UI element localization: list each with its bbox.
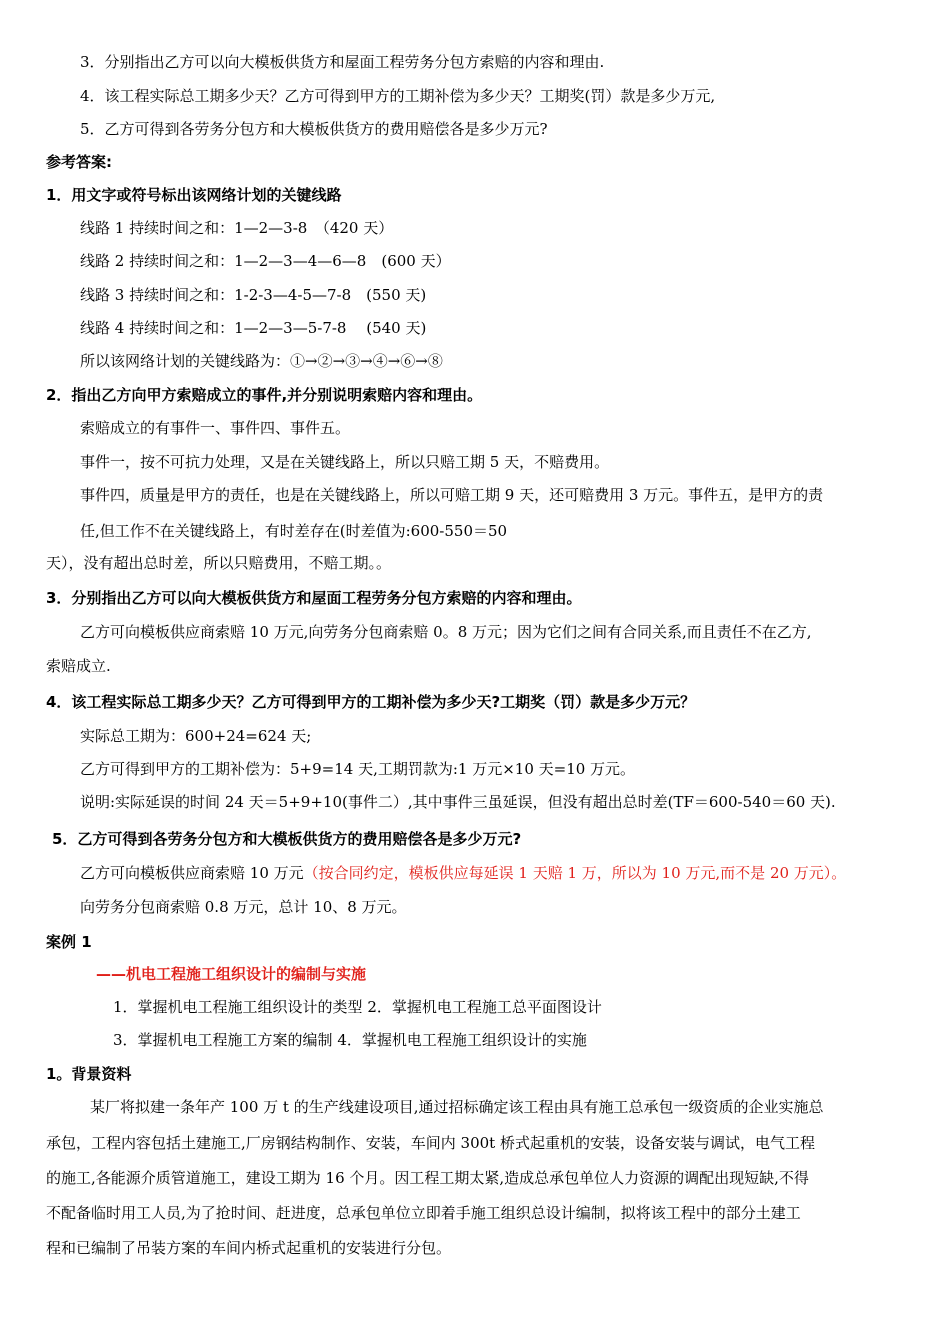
learning-objectives: 3．掌握机电工程施工方案的编制 4．掌握机电工程施工组织设计的实施 xyxy=(113,1031,587,1049)
answer-5-note: （按合同约定，模板供应每延误 1 天赔 1 万，所以为 10 万元,而不是 20 万元）。 xyxy=(303,864,847,882)
answer-2-line: 事件四，质量是甲方的责任，也是在关键线路上，所以可赔工期 9 天，还可赔费用 3 万元。事件五，是甲方的责 xyxy=(80,486,824,504)
answer-4-line: 说明:实际延误的时间 24 天＝5+9+10(事件二）,其中事件三虽延误，但没有超出总时差(TF＝600-540＝60 天). xyxy=(80,793,836,811)
case-title: 案例 1 xyxy=(46,933,92,951)
background-paragraph-line: 不配备临时用工人员,为了抢时间、赶进度，总承包单位立即着手施工组织总设计编制，拟将该工程中的部分土建工 xyxy=(46,1204,801,1222)
answer-2-line: 索赔成立的有事件一、事件四、事件五。 xyxy=(80,419,351,437)
background-paragraph-line: 某厂将拟建一条年产 100 万 t 的生产线建设项目,通过招标确定该工程由具有施工总承包一级资质的企业实施总 xyxy=(90,1098,824,1116)
answer-1-conclusion: 所以该网络计划的关键线路为：①→②→③→④→⑥→⑧ xyxy=(80,352,443,370)
answer-5-amount: 乙方可向模板供应商索赔 10 万元 xyxy=(80,864,304,882)
answer-1-line: 线路 1 持续时间之和：1—2—3-8 （420 天） xyxy=(80,219,394,237)
answer-2-line: 事件一，按不可抗力处理，又是在关键线路上，所以只赔工期 5 天，不赔费用。 xyxy=(80,453,610,471)
answers-heading: 参考答案: xyxy=(46,153,112,171)
answer-1-line: 线路 4 持续时间之和：1—2—3—5-7-8 (540 天) xyxy=(80,319,427,337)
answer-3-line: 索赔成立. xyxy=(46,657,111,675)
answer-2-heading: 2．指出乙方向甲方索赔成立的事件,并分别说明索赔内容和理由。 xyxy=(46,386,483,404)
answer-3-heading: 3．分别指出乙方可以向大模板供货方和屋面工程劳务分包方索赔的内容和理由。 xyxy=(46,589,582,607)
background-paragraph-line: 承包，工程内容包括土建施工,厂房钢结构制作、安装，车间内 300t 桥式起重机的安装，设备安装与调试，电气工程 xyxy=(46,1134,815,1152)
question-5: 5．乙方可得到各劳务分包方和大模板供货方的费用赔偿各是多少万元? xyxy=(80,120,548,138)
background-heading: 1。背景资料 xyxy=(46,1065,132,1083)
case-subtitle: ——机电工程施工组织设计的编制与实施 xyxy=(96,965,367,983)
answer-1-heading: 1．用文字或符号标出该网络计划的关键线路 xyxy=(46,186,342,204)
background-paragraph-line: 的施工,各能源介质管道施工，建设工期为 16 个月。因工程工期太紧,造成总承包单位人力资源的调配出现短缺,不得 xyxy=(46,1169,809,1187)
answer-2-line: 任,但工作不在关键线路上，有时差存在(时差值为:600-550＝50 xyxy=(80,522,508,540)
question-4: 4．该工程实际总工期多少天？乙方可得到甲方的工期补偿为多少天？工期奖(罚）款是多少万元, xyxy=(80,87,716,105)
answer-4-line: 乙方可得到甲方的工期补偿为：5+9=14 天,工期罚款为:1 万元×10 天=10 万元。 xyxy=(80,760,636,778)
answer-5-heading: 5．乙方可得到各劳务分包方和大模板供货方的费用赔偿各是多少万元? xyxy=(52,830,522,848)
answer-5-line: 向劳务分包商索赔 0.8 万元，总计 10、8 万元。 xyxy=(80,898,407,916)
learning-objectives: 1．掌握机电工程施工组织设计的类型 2．掌握机电工程施工总平面图设计 xyxy=(113,998,602,1016)
answer-1-line: 线路 3 持续时间之和：1-2-3—4-5—7-8 (550 天) xyxy=(80,286,427,304)
question-3: 3．分别指出乙方可以向大模板供货方和屋面工程劳务分包方索赔的内容和理由. xyxy=(80,53,605,71)
background-paragraph-line: 程和已编制了吊装方案的车间内桥式起重机的安装进行分包。 xyxy=(46,1239,452,1257)
answer-2-line: 天），没有超出总时差，所以只赔费用，不赔工期。。 xyxy=(46,554,392,572)
answer-4-line: 实际总工期为：600+24=624 天; xyxy=(80,727,312,745)
answer-3-line: 乙方可向模板供应商索赔 10 万元,向劳务分包商索赔 0。8 万元；因为它们之间有合同关系,而且责任不在乙方, xyxy=(80,623,812,641)
answer-1-line: 线路 2 持续时间之和：1—2—3—4—6—8 (600 天） xyxy=(80,252,451,270)
answer-4-heading: 4．该工程实际总工期多少天？乙方可得到甲方的工期补偿为多少天?工期奖（罚）款是多少万元？ xyxy=(46,693,696,711)
answer-5-line xyxy=(80,863,846,883)
